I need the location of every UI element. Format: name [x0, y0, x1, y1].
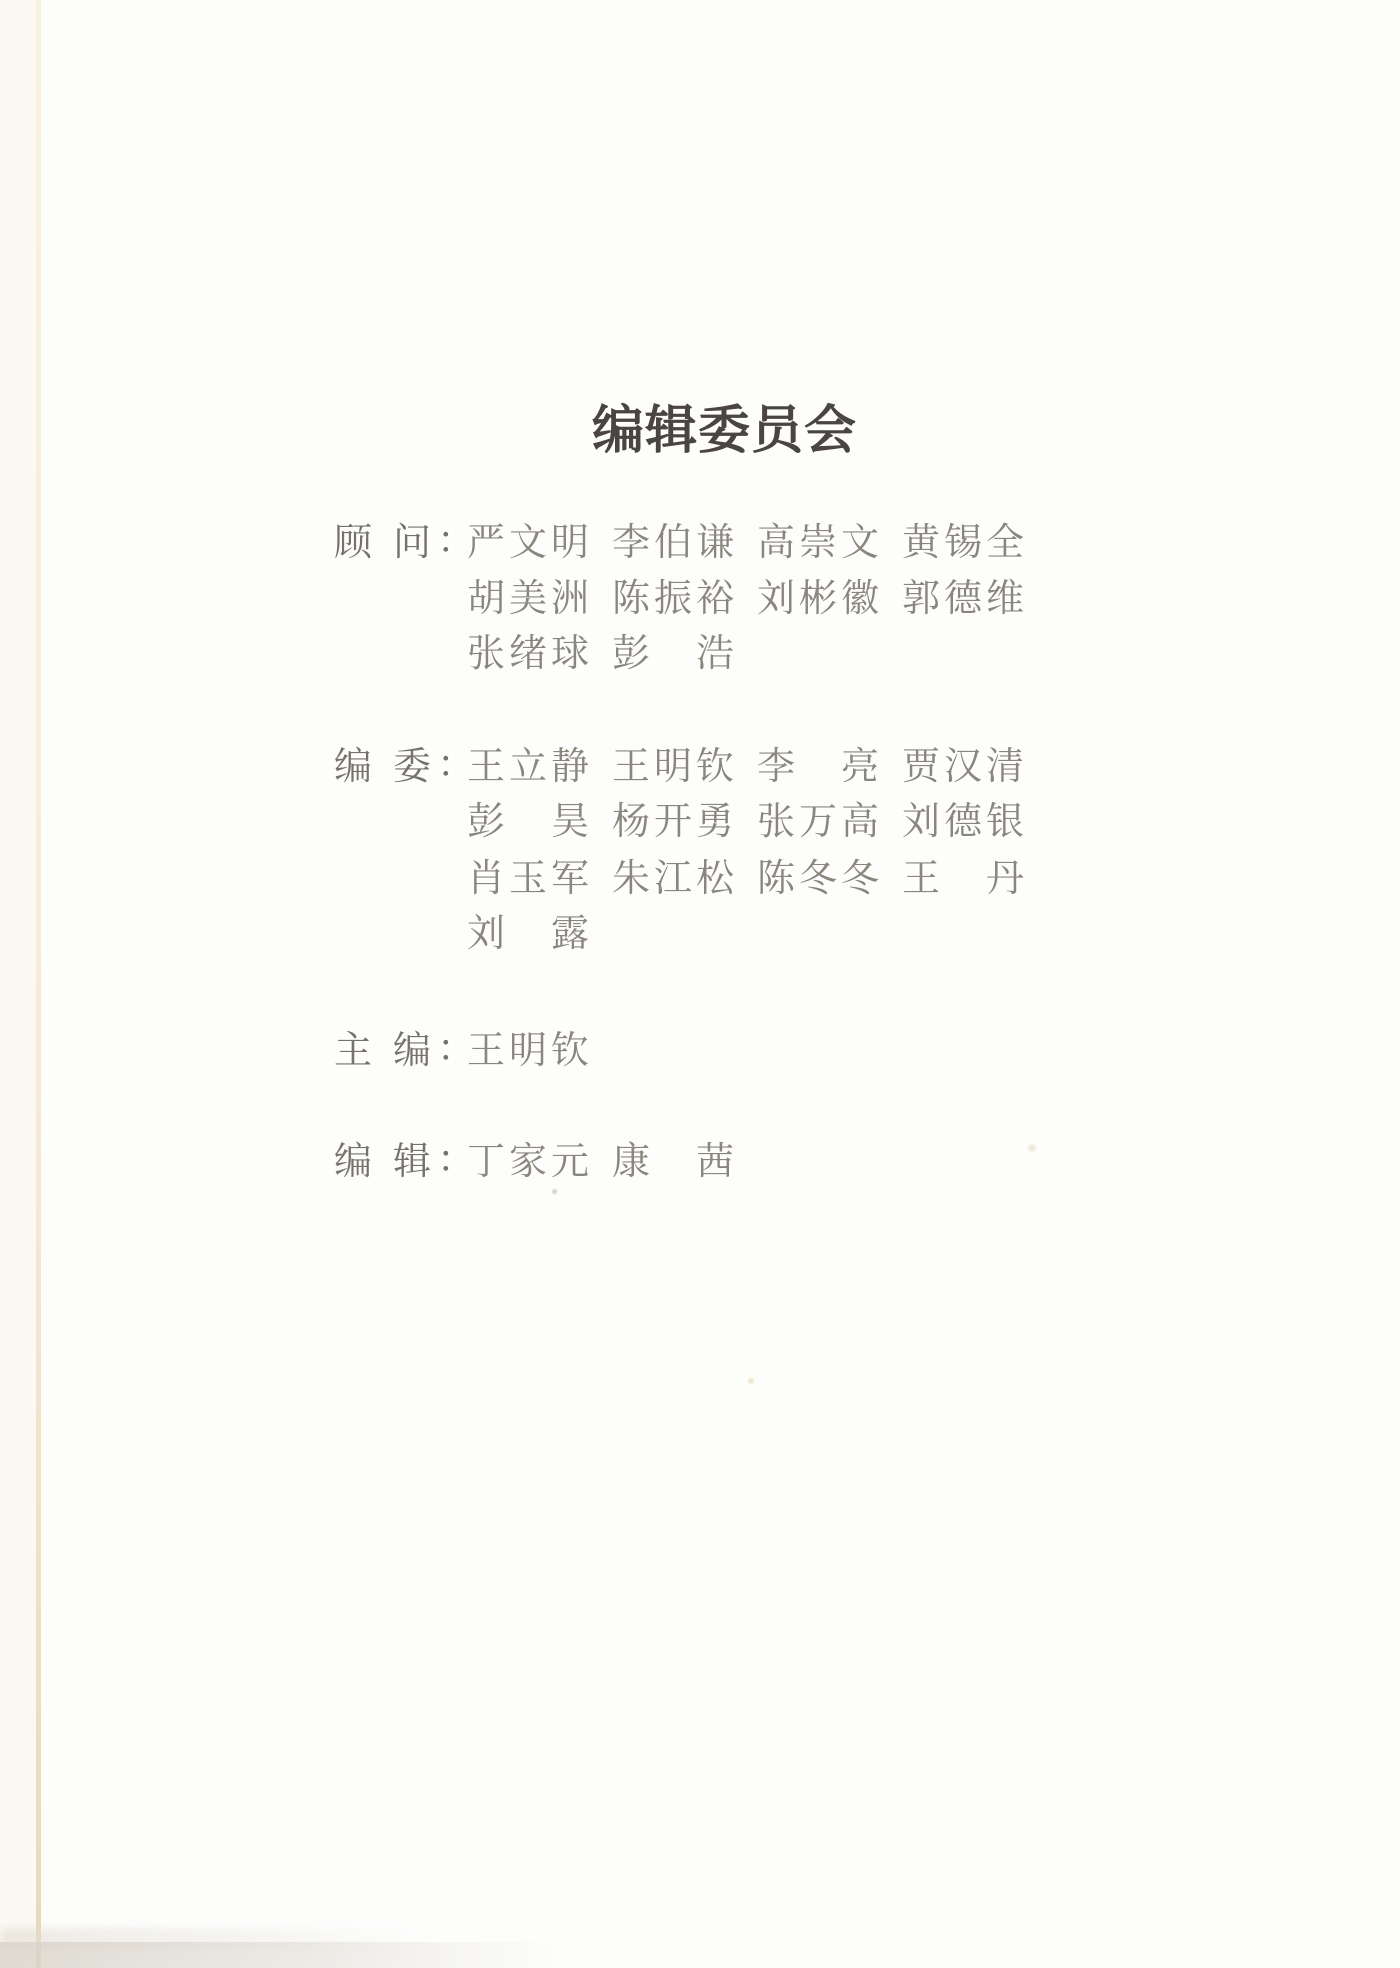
committee-row: [0, 631, 1400, 687]
person-name: 王 丹: [902, 856, 1029, 900]
names-group: [467, 576, 1047, 620]
person-name: 李伯谦: [612, 520, 739, 564]
person-name: 贾汉清: [902, 744, 1029, 788]
committee-row: [0, 1028, 1400, 1084]
names-group: [467, 1028, 612, 1072]
names-group: [467, 744, 1047, 788]
section-label-char: 问: [392, 520, 431, 564]
page-left-margin: [0, 0, 36, 1968]
person-name: 严文明: [467, 520, 594, 564]
section-label-char: 主: [334, 1028, 373, 1072]
person-name: 陈振裕: [612, 576, 739, 620]
person-name: 张万高: [757, 799, 884, 843]
person-name: 黄锡全: [902, 520, 1029, 564]
person-name: 刘德银: [902, 799, 1029, 843]
names-group: [467, 911, 612, 955]
person-name: 王明钦: [612, 744, 739, 788]
committee-row: [0, 799, 1400, 855]
person-name: 丁家元: [467, 1139, 594, 1183]
section-label-colon: ：: [437, 1026, 476, 1070]
paper-speck: [747, 1377, 755, 1385]
person-name: 李 亮: [757, 744, 884, 788]
committee-row: [0, 520, 1400, 576]
person-name: 杨开勇: [612, 799, 739, 843]
person-name: 彭 浩: [612, 631, 739, 675]
names-group: [467, 520, 1047, 564]
person-name: 王立静: [467, 744, 594, 788]
section-label: [334, 744, 431, 788]
person-name: 刘彬徽: [757, 576, 884, 620]
section-label: [334, 1028, 431, 1072]
person-name: 陈冬冬: [757, 856, 884, 900]
section-label: [334, 520, 431, 564]
person-name: 刘 露: [467, 911, 594, 955]
page-binding-crease: [36, 0, 41, 1968]
scan-bottom-shadow: [0, 1942, 560, 1968]
section-label-colon: ：: [437, 1137, 476, 1181]
section-label-char: 编: [392, 1028, 431, 1072]
person-name: 康 茜: [612, 1139, 739, 1183]
committee-row: [0, 1139, 1400, 1195]
page-title: 编辑委员会: [592, 400, 858, 461]
person-name: 彭 昊: [467, 799, 594, 843]
section-label-colon: ：: [437, 742, 476, 786]
person-name: 高崇文: [757, 520, 884, 564]
section-label-char: 编: [334, 1139, 373, 1183]
person-name: 朱江松: [612, 856, 739, 900]
committee-row: [0, 911, 1400, 967]
names-group: [467, 799, 1047, 843]
committee-row: [0, 744, 1400, 800]
person-name: 郭德维: [902, 576, 1029, 620]
section-label: [334, 1139, 431, 1183]
committee-row: [0, 576, 1400, 632]
section-label-colon: ：: [437, 518, 476, 562]
names-group: [467, 1139, 757, 1183]
person-name: 王明钦: [467, 1028, 594, 1072]
person-name: 肖玉军: [467, 856, 594, 900]
section-label-char: 委: [392, 744, 431, 788]
section-label-char: 辑: [392, 1139, 431, 1183]
person-name: 胡美洲: [467, 576, 594, 620]
names-group: [467, 856, 1047, 900]
section-label-char: 顾: [334, 520, 373, 564]
names-group: [467, 631, 757, 675]
person-name: 张绪球: [467, 631, 594, 675]
committee-row: [0, 856, 1400, 912]
section-label-char: 编: [334, 744, 373, 788]
